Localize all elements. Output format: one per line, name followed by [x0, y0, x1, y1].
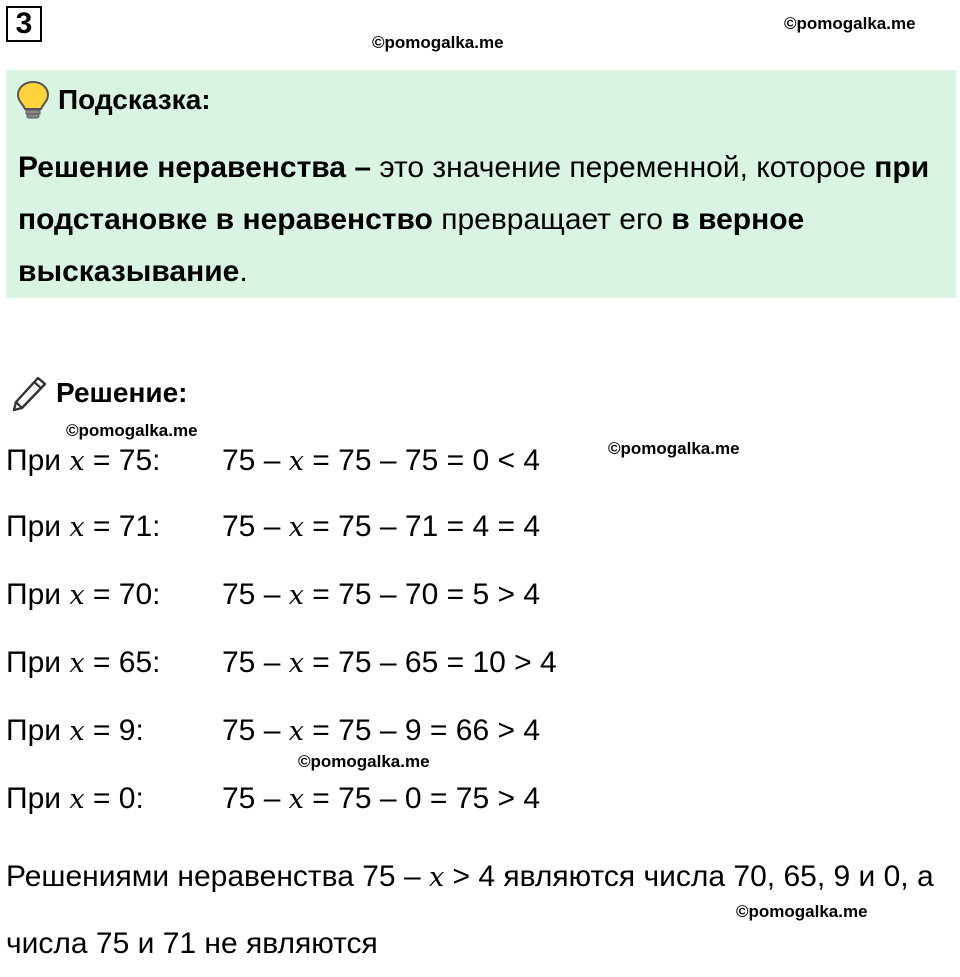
solution-title [8, 372, 187, 414]
variable-x: 𝑥 [69, 512, 85, 543]
variable-x: 𝑥 [69, 580, 85, 611]
variable-x: 𝑥 [288, 512, 304, 543]
variable-x: 𝑥 [428, 862, 445, 893]
variable-x: 𝑥 [69, 648, 85, 679]
solution-row [6, 646, 557, 680]
row-expression-head: 75 – [222, 782, 289, 815]
row-prefix: При [6, 714, 70, 747]
hint-text-part: превращает его [432, 203, 672, 236]
variable-x: 𝑥 [288, 580, 304, 611]
conclusion-tail: > 4 являются числа 70, 65, 9 и 0, а числа 75 и 71 не являются [6, 860, 934, 960]
row-value: = 65: [84, 646, 161, 679]
row-prefix: При [6, 510, 70, 543]
task-number-badge: 3 [6, 6, 42, 42]
solution-row [6, 444, 540, 478]
variable-x: 𝑥 [69, 784, 85, 815]
watermark: ©pomogalka.me [784, 14, 916, 33]
solution-row [6, 714, 540, 748]
solution-row [6, 510, 540, 544]
row-expression-head: 75 – [222, 714, 289, 747]
watermark: ©pomogalka.me [298, 752, 430, 771]
row-expression: = 75 – 9 = 66 > 4 [303, 714, 540, 747]
row-prefix: При [6, 444, 70, 477]
lightbulb-icon [16, 80, 50, 120]
hint-title-text: Подсказка: [58, 84, 211, 115]
row-expression: = 75 – 65 = 10 > 4 [303, 646, 557, 679]
row-value: = 9: [84, 714, 144, 747]
watermark: ©pomogalka.me [608, 439, 740, 458]
conclusion-head: Решениями неравенства 75 – [6, 860, 429, 893]
pencil-icon [8, 372, 50, 414]
hint-text-part: это значение переменной, которое [371, 151, 875, 184]
variable-x: 𝑥 [69, 446, 85, 477]
row-prefix: При [6, 578, 70, 611]
row-prefix: При [6, 782, 70, 815]
variable-x: 𝑥 [69, 716, 85, 747]
row-expression: = 75 – 70 = 5 > 4 [303, 578, 540, 611]
watermark: ©pomogalka.me [736, 902, 868, 921]
row-value: = 70: [84, 578, 161, 611]
row-prefix: При [6, 646, 70, 679]
hint-emphasis: в верное высказывание [18, 203, 805, 288]
solution-title-text: Решение: [56, 377, 188, 408]
hint-text-part: . [239, 255, 248, 288]
hint-term: Решение неравенства – [18, 151, 372, 184]
solution-row [6, 578, 540, 612]
variable-x: 𝑥 [288, 648, 304, 679]
row-expression-head: 75 – [222, 578, 289, 611]
variable-x: 𝑥 [288, 784, 304, 815]
variable-x: 𝑥 [288, 716, 304, 747]
row-expression: = 75 – 75 = 0 < 4 [303, 444, 540, 477]
row-expression: = 75 – 71 = 4 = 4 [303, 510, 540, 543]
row-expression-head: 75 – [222, 510, 289, 543]
watermark: ©pomogalka.me [66, 421, 198, 440]
row-expression-head: 75 – [222, 646, 289, 679]
watermark: ©pomogalka.me [372, 33, 504, 52]
row-value: = 0: [84, 782, 144, 815]
row-expression-head: 75 – [222, 444, 289, 477]
row-expression: = 75 – 0 = 75 > 4 [303, 782, 540, 815]
row-value: = 75: [84, 444, 161, 477]
hint-title [16, 80, 211, 120]
variable-x: 𝑥 [288, 446, 304, 477]
hint-emphasis: при подстановке в неравенство [18, 151, 930, 236]
hint-text [18, 142, 948, 298]
solution-row [6, 782, 540, 816]
row-value: = 71: [84, 510, 161, 543]
